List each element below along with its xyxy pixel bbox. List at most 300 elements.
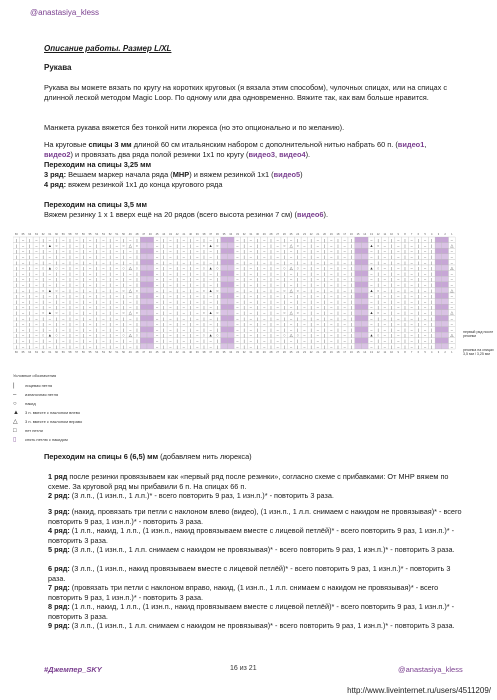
chart-stitch-symbol: –	[48, 294, 51, 299]
chart-stitch-symbol: –	[129, 294, 132, 299]
chart-stitch-symbol: –	[209, 316, 212, 321]
chart-stitch-symbol: |	[42, 305, 44, 310]
chart-stitch-symbol: –	[75, 322, 78, 327]
chart-stitch-symbol: |	[297, 316, 299, 321]
chart-stitch-symbol: –	[397, 255, 400, 260]
chart-stitch-symbol: |	[391, 344, 393, 349]
chart-stitch-symbol: |	[29, 294, 31, 299]
chart-stitch-symbol: –	[236, 327, 239, 332]
chart-stitch-symbol: –	[182, 299, 185, 304]
chart-stitch-symbol: |	[56, 255, 58, 260]
chart-stitch-symbol: ○	[122, 311, 125, 316]
chart-column-number: 46	[148, 233, 152, 236]
chart-stitch-symbol: |	[310, 333, 312, 338]
chart-stitch-symbol: –	[316, 238, 319, 243]
chart-stitch-symbol: –	[62, 294, 65, 299]
chart-stitch-symbol: –	[316, 277, 319, 282]
chart-stitch-symbol: –	[21, 299, 25, 304]
chart-stitch-symbol: –	[397, 333, 400, 338]
chart-stitch-symbol: |	[350, 266, 352, 271]
video-link-6[interactable]: видео6	[297, 210, 324, 219]
chart-stitch-symbol: –	[343, 344, 346, 349]
chart-stitch-symbol: |	[297, 283, 299, 288]
chart-stitch-symbol: |	[82, 288, 84, 293]
chart-stitch-symbol: –	[115, 339, 118, 344]
chart-stitch-symbol: –	[88, 288, 92, 293]
chart-stitch-symbol: |	[270, 305, 272, 310]
chart-stitch-symbol: ○	[135, 288, 139, 293]
chart-stitch-symbol: |	[15, 299, 17, 304]
chart-stitch-symbol: |	[283, 260, 285, 265]
chart-stitch-symbol: –	[196, 271, 199, 276]
instruction-row	[48, 602, 468, 621]
chart-cell	[361, 248, 368, 254]
chart-stitch-symbol: –	[330, 266, 333, 271]
chart-cell	[227, 237, 234, 243]
chart-stitch-symbol: |	[417, 255, 419, 260]
chart-stitch-symbol: –	[397, 249, 400, 254]
chart-stitch-symbol: –	[129, 316, 132, 321]
chart-stitch-symbol: –	[236, 243, 239, 248]
chart-stitch-symbol: |	[297, 327, 299, 332]
chart-stitch-symbol: |	[310, 266, 312, 271]
chart-stitch-symbol: |	[109, 277, 111, 282]
chart-stitch-symbol: |	[310, 249, 312, 254]
chart-cell	[361, 343, 368, 349]
chart-stitch-symbol: |	[270, 277, 272, 282]
chart-stitch-symbol: |	[109, 243, 111, 248]
chart-stitch-symbol: –	[450, 271, 453, 276]
chart-column-number: 31	[249, 351, 253, 354]
chart-stitch-symbol: –	[410, 249, 413, 254]
chart-stitch-symbol: |	[377, 277, 379, 282]
chart-stitch-symbol: –	[129, 255, 132, 260]
chart-stitch-symbol: –	[75, 339, 78, 344]
chart-stitch-symbol: |	[377, 344, 379, 349]
chart-stitch-symbol: |	[297, 305, 299, 310]
video-link-1[interactable]: видео1	[397, 140, 425, 149]
chart-column-number: 48	[135, 233, 139, 236]
chart-stitch-symbol: |	[391, 299, 393, 304]
chart-stitch-symbol: |	[82, 322, 84, 327]
chart-stitch-symbol: –	[370, 294, 373, 299]
chart-stitch-symbol: –	[383, 249, 386, 254]
chart-stitch-symbol: |	[350, 249, 352, 254]
chart-cell	[355, 248, 362, 254]
chart-stitch-symbol: –	[182, 243, 185, 248]
chart-stitch-symbol: –	[21, 327, 25, 332]
chart-stitch-symbol: |	[257, 260, 259, 265]
chart-stitch-symbol: –	[303, 299, 306, 304]
chart-cell	[435, 276, 442, 282]
chart-stitch-symbol: –	[21, 255, 25, 260]
chart-column-number: 6	[417, 233, 420, 236]
chart-stitch-symbol: |	[109, 344, 111, 349]
row-text: )	[300, 170, 303, 179]
chart-stitch-symbol: –	[209, 249, 212, 254]
chart-stitch-symbol: |	[163, 277, 165, 282]
chart-stitch-symbol: |	[310, 238, 312, 243]
chart-stitch-symbol: |	[190, 288, 192, 293]
chart-stitch-symbol: |	[257, 266, 259, 271]
chart-column-number: 47	[142, 351, 146, 354]
chart-stitch-symbol: –	[383, 311, 386, 316]
chart-stitch-symbol: |	[203, 339, 205, 344]
chart-stitch-symbol: |	[324, 344, 326, 349]
chart-stitch-symbol: –	[289, 260, 293, 265]
chart-stitch-symbol: |	[337, 260, 339, 265]
chart-stitch-symbol: –	[343, 283, 346, 288]
chart-stitch-symbol: |	[216, 238, 218, 243]
chart-stitch-symbol: |	[190, 305, 192, 310]
chart-stitch-symbol: ○	[135, 243, 139, 248]
chart-stitch-symbol: –	[169, 243, 172, 248]
chart-stitch-symbol: –	[21, 266, 25, 271]
chart-stitch-symbol: |	[109, 339, 111, 344]
chart-stitch-symbol: –	[276, 339, 279, 344]
chart-stitch-symbol: –	[450, 344, 453, 349]
chart-stitch-symbol: –	[115, 238, 118, 243]
chart-stitch-symbol: |	[42, 294, 44, 299]
chart-stitch-symbol: |	[96, 299, 98, 304]
chart-cell	[435, 271, 442, 277]
chart-cell	[221, 299, 228, 305]
chart-stitch-symbol: –	[383, 238, 386, 243]
chart-stitch-symbol: |	[257, 322, 259, 327]
chart-stitch-symbol: –	[249, 271, 252, 276]
chart-stitch-symbol: –	[236, 260, 239, 265]
chart-stitch-symbol: |	[136, 238, 138, 243]
chart-stitch-symbol: |	[82, 271, 84, 276]
chart-stitch-symbol: |	[404, 288, 406, 293]
chart-stitch-symbol: –	[263, 333, 266, 338]
row-text: вяжем резинкой 1х1 до конца кругового ряда	[66, 180, 223, 189]
chart-stitch-symbol: –	[249, 260, 252, 265]
chart-stitch-symbol: –	[330, 339, 333, 344]
chart-cell	[227, 276, 234, 282]
chart-cell	[435, 338, 442, 344]
chart-stitch-symbol: –	[370, 339, 373, 344]
chart-stitch-symbol: –	[370, 283, 373, 288]
chart-stitch-symbol: |	[29, 271, 31, 276]
chart-stitch-symbol: –	[62, 271, 65, 276]
chart-stitch-symbol: –	[410, 277, 413, 282]
chart-stitch-symbol: |	[337, 238, 339, 243]
chart-stitch-symbol: |	[257, 327, 259, 332]
chart-stitch-symbol: –	[88, 294, 92, 299]
chart-column-number: 12	[376, 233, 380, 236]
chart-stitch-symbol: –	[115, 277, 118, 282]
chart-legend	[13, 373, 82, 444]
chart-stitch-symbol: |	[203, 238, 205, 243]
chart-stitch-symbol: ▲	[369, 311, 374, 316]
chart-stitch-symbol: –	[397, 277, 400, 282]
chart-cell	[227, 287, 234, 293]
chart-column-number: 41	[182, 351, 186, 354]
chart-stitch-symbol: –	[423, 316, 427, 321]
chart-stitch-symbol: △	[289, 266, 293, 271]
chart-stitch-symbol: –	[303, 260, 306, 265]
chart-stitch-symbol: |	[310, 322, 312, 327]
chart-stitch-symbol: |	[176, 243, 178, 248]
chart-stitch-symbol: |	[283, 316, 285, 321]
chart-stitch-symbol: |	[297, 294, 299, 299]
chart-stitch-symbol: –	[169, 283, 172, 288]
chart-stitch-symbol: –	[21, 243, 25, 248]
chart-stitch-symbol: |	[377, 255, 379, 260]
chart-stitch-symbol: |	[243, 339, 245, 344]
chart-stitch-symbol: |	[324, 266, 326, 271]
chart-stitch-symbol: |	[404, 249, 406, 254]
chart-stitch-symbol: –	[236, 238, 239, 243]
chart-stitch-symbol: |	[69, 283, 71, 288]
chart-stitch-symbol: –	[62, 299, 65, 304]
chart-stitch-symbol: |	[391, 327, 393, 332]
chart-cell	[221, 310, 228, 316]
instruction-label: 8 ряд:	[48, 602, 70, 611]
chart-cell	[227, 332, 234, 338]
chart-stitch-symbol: –	[330, 238, 333, 243]
chart-stitch-symbol: |	[350, 339, 352, 344]
chart-stitch-symbol: |	[257, 283, 259, 288]
chart-stitch-symbol: ○	[135, 266, 139, 271]
chart-stitch-symbol: |	[190, 299, 192, 304]
chart-cell	[355, 327, 362, 333]
chart-stitch-symbol: –	[316, 327, 319, 332]
video-link-4[interactable]: видео4	[279, 150, 306, 159]
chart-stitch-symbol: –	[75, 277, 78, 282]
chart-stitch-symbol: |	[15, 288, 17, 293]
chart-stitch-symbol: ○	[202, 243, 206, 248]
chart-stitch-symbol: –	[236, 316, 239, 321]
chart-stitch-symbol: ○	[296, 333, 299, 338]
chart-stitch-symbol: –	[35, 327, 38, 332]
chart-stitch-symbol: |	[350, 277, 352, 282]
chart-stitch-symbol: –	[35, 271, 38, 276]
chart-stitch-symbol: –	[196, 327, 199, 332]
chart-stitch-symbol: |	[42, 322, 44, 327]
chart-stitch-symbol: –	[410, 238, 413, 243]
row-text: Вешаем маркер начала ряда (	[66, 170, 173, 179]
chart-stitch-symbol: |	[56, 305, 58, 310]
chart-stitch-symbol: |	[404, 316, 406, 321]
chart-stitch-symbol: |	[310, 260, 312, 265]
chart-stitch-symbol: |	[270, 327, 272, 332]
chart-cell	[221, 287, 228, 293]
chart-stitch-symbol: –	[303, 305, 306, 310]
chart-column-number: 39	[195, 351, 199, 354]
chart-column-number: 17	[343, 233, 347, 236]
chart-stitch-symbol: –	[370, 249, 373, 254]
chart-stitch-symbol: |	[324, 238, 326, 243]
chart-stitch-symbol: –	[316, 311, 319, 316]
chart-column-number: 64	[28, 351, 32, 354]
chart-stitch-symbol: –	[343, 339, 346, 344]
instruction-label: 5 ряд:	[48, 545, 70, 554]
chart-stitch-symbol: –	[196, 294, 199, 299]
chart-stitch-symbol: –	[169, 294, 172, 299]
chart-stitch-symbol: –	[263, 339, 266, 344]
chart-stitch-symbol: |	[243, 299, 245, 304]
chart-stitch-symbol: –	[276, 277, 279, 282]
chart-stitch-symbol: –	[450, 299, 453, 304]
chart-stitch-symbol: |	[136, 255, 138, 260]
row-3-text	[44, 170, 303, 180]
page-title: Описание работы. Размер L/XL	[44, 44, 172, 53]
chart-stitch-symbol: |	[310, 255, 312, 260]
chart-stitch-symbol: |	[56, 260, 58, 265]
chart-stitch-symbol: –	[48, 271, 51, 276]
chart-stitch-symbol: |	[283, 344, 285, 349]
chart-stitch-symbol: –	[182, 260, 185, 265]
chart-stitch-symbol: |	[297, 255, 299, 260]
chart-stitch-symbol: –	[276, 322, 279, 327]
chart-stitch-symbol: –	[423, 255, 427, 260]
chart-column-number: 25	[289, 351, 293, 354]
chart-stitch-symbol: |	[176, 255, 178, 260]
chart-stitch-symbol: –	[48, 260, 51, 265]
chart-stitch-symbol: |	[123, 249, 125, 254]
legend-title: Условные обозначения	[13, 373, 57, 378]
chart-stitch-symbol: |	[136, 339, 138, 344]
chart-stitch-symbol: ○	[55, 333, 58, 338]
chart-stitch-symbol: |	[310, 344, 312, 349]
chart-stitch-symbol: –	[48, 249, 51, 254]
chart-stitch-symbol: –	[263, 299, 266, 304]
chart-stitch-symbol: |	[82, 255, 84, 260]
chart-stitch-symbol: –	[88, 322, 92, 327]
chart-stitch-symbol: |	[324, 327, 326, 332]
chart-cell	[147, 259, 154, 265]
chart-stitch-symbol: –	[88, 316, 92, 321]
chart-stitch-symbol: |	[69, 260, 71, 265]
chart-stitch-symbol: |	[15, 333, 17, 338]
chart-stitch-symbol: –	[21, 305, 25, 310]
chart-stitch-symbol: –	[35, 277, 38, 282]
chart-cell	[435, 332, 442, 338]
chart-stitch-symbol: –	[35, 333, 38, 338]
chart-stitch-symbol: –	[276, 344, 279, 349]
chart-stitch-symbol: –	[303, 311, 306, 316]
chart-stitch-symbol: –	[383, 288, 386, 293]
chart-stitch-symbol: |	[15, 305, 17, 310]
needles-35-heading: Переходим на спицы 3,5 мм	[44, 200, 147, 209]
chart-cell	[221, 343, 228, 349]
video-link-2[interactable]: видео2	[44, 150, 71, 159]
chart-stitch-symbol: –	[35, 344, 38, 349]
chart-stitch-symbol: |	[417, 339, 419, 344]
chart-stitch-symbol: |	[82, 294, 84, 299]
chart-cell	[140, 304, 147, 310]
chart-stitch-symbol: –	[62, 249, 65, 254]
chart-stitch-symbol: –	[330, 288, 333, 293]
chart-stitch-symbol: |	[163, 249, 165, 254]
chart-stitch-symbol: –	[21, 271, 25, 276]
needles-6-bold: Переходим на спицы 6 (6,5) мм	[44, 452, 159, 461]
chart-column-number: 23	[303, 351, 306, 354]
chart-stitch-symbol: –	[263, 266, 266, 271]
chart-cell	[435, 310, 442, 316]
chart-stitch-symbol: ○	[55, 288, 58, 293]
chart-stitch-symbol: |	[190, 243, 192, 248]
chart-stitch-symbol: |	[163, 316, 165, 321]
chart-stitch-symbol: |	[417, 294, 419, 299]
chart-stitch-symbol: |	[377, 249, 379, 254]
chart-stitch-symbol: |	[216, 339, 218, 344]
chart-stitch-symbol: |	[391, 255, 393, 260]
chart-stitch-symbol: △	[450, 311, 454, 316]
chart-stitch-symbol: |	[404, 322, 406, 327]
chart-stitch-symbol: ○	[42, 243, 45, 248]
chart-stitch-symbol: –	[343, 327, 346, 332]
chart-stitch-symbol: |	[29, 260, 31, 265]
chart-stitch-symbol: –	[383, 327, 386, 332]
chart-stitch-symbol: |	[15, 255, 17, 260]
chart-stitch-symbol: –	[75, 283, 78, 288]
chart-stitch-symbol: |	[15, 277, 17, 282]
chart-stitch-symbol: –	[289, 339, 293, 344]
chart-column-number: 54	[95, 233, 99, 236]
chart-stitch-symbol: –	[102, 316, 105, 321]
chart-stitch-symbol: △	[289, 311, 293, 316]
chart-stitch-symbol: |	[283, 339, 285, 344]
chart-cell	[140, 237, 147, 243]
chart-stitch-symbol: –	[263, 288, 266, 293]
chart-stitch-symbol: |	[350, 288, 352, 293]
chart-stitch-symbol: ○	[296, 243, 299, 248]
video-link-3[interactable]: видео3	[248, 150, 275, 159]
chart-cell	[140, 299, 147, 305]
chart-stitch-symbol: |	[404, 294, 406, 299]
chart-stitch-symbol: |	[82, 283, 84, 288]
chart-stitch-symbol: –	[316, 271, 319, 276]
chart-stitch-symbol: |	[123, 271, 125, 276]
chart-stitch-symbol: |	[431, 277, 433, 282]
chart-stitch-symbol: –	[343, 322, 346, 327]
chart-stitch-symbol: |	[190, 266, 192, 271]
chart-column-number: 5	[424, 351, 426, 354]
chart-stitch-symbol: –	[102, 311, 105, 316]
chart-stitch-symbol: |	[417, 333, 419, 338]
chart-stitch-symbol: –	[410, 283, 413, 288]
chart-stitch-symbol: ○	[283, 266, 286, 271]
chart-stitch-symbol: ○	[122, 266, 125, 271]
chart-stitch-symbol: |	[324, 322, 326, 327]
chart-stitch-symbol: |	[350, 271, 352, 276]
chart-stitch-symbol: –	[263, 316, 266, 321]
chart-stitch-symbol: –	[370, 327, 373, 332]
chart-stitch-symbol: |	[190, 255, 192, 260]
chart-stitch-symbol: –	[316, 249, 319, 254]
chart-stitch-symbol: |	[270, 299, 272, 304]
chart-stitch-symbol: |	[417, 271, 419, 276]
chart-stitch-symbol: |	[283, 255, 285, 260]
chart-stitch-symbol: |	[431, 333, 433, 338]
chart-stitch-symbol: –	[397, 305, 400, 310]
chart-stitch-symbol: |	[257, 294, 259, 299]
chart-stitch-symbol: △	[450, 243, 454, 248]
chart-stitch-symbol: |	[243, 249, 245, 254]
chart-stitch-symbol: –	[169, 255, 172, 260]
page-number: 16 из 21	[230, 665, 257, 672]
video-link-5[interactable]: видео5	[273, 170, 301, 179]
source-url[interactable]: http://www.liveinternet.ru/users/4511209/	[347, 686, 491, 695]
chart-stitch-symbol: –	[276, 288, 279, 293]
chart-stitch-symbol: –	[397, 344, 400, 349]
chart-stitch-symbol: –	[249, 333, 252, 338]
chart-stitch-symbol: –	[48, 339, 51, 344]
chart-column-number: 19	[329, 351, 333, 354]
